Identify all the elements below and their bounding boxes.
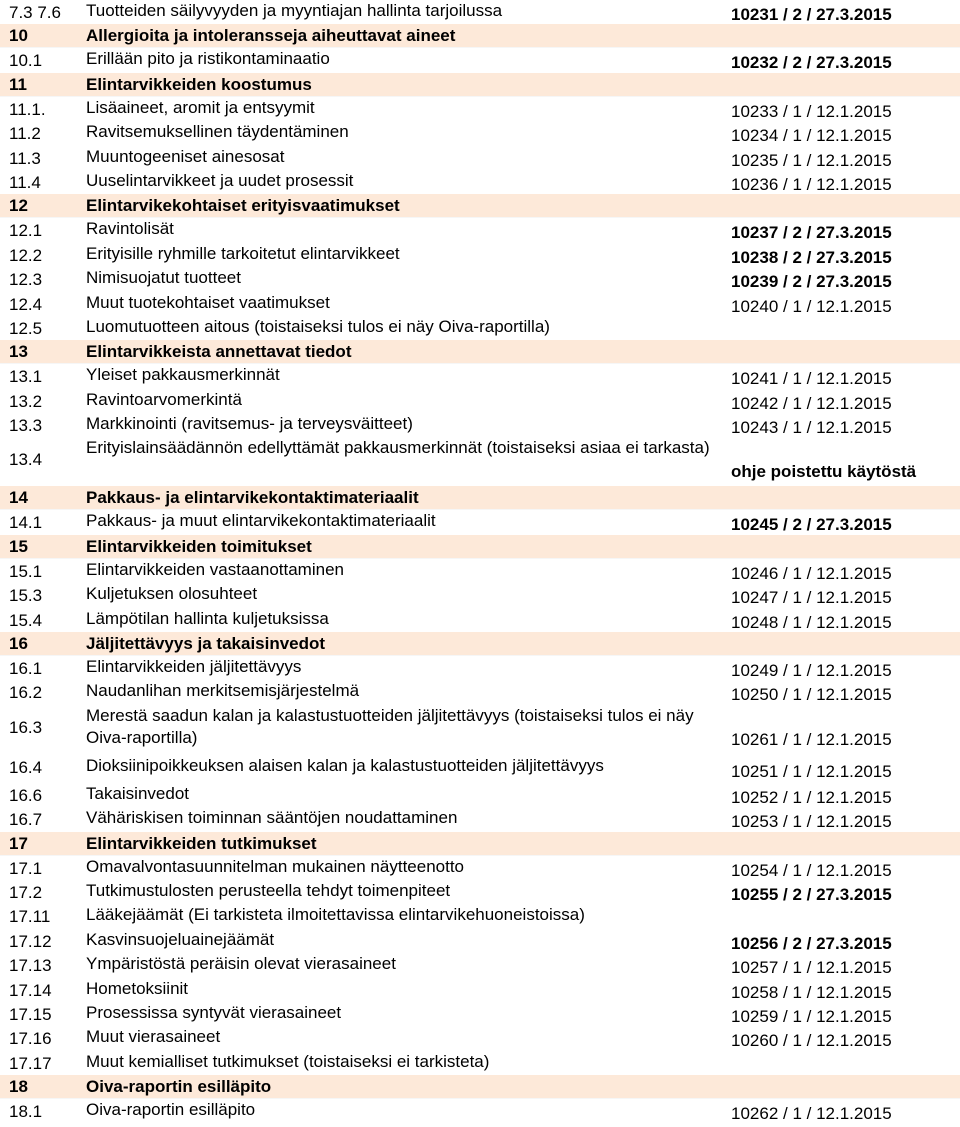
row-reference: 10251 / 1 / 12.1.2015 <box>731 761 892 781</box>
row-number: 13.3 <box>9 416 43 436</box>
row-number: 17.1 <box>9 858 43 878</box>
row-title: Oiva-raportin esilläpito <box>86 1100 256 1120</box>
section-header-row <box>0 1075 960 1099</box>
row-title: Oiva-raportin esilläpito <box>86 1077 272 1097</box>
row-number: 12 <box>9 196 28 216</box>
row-reference: 10258 / 1 / 12.1.2015 <box>731 982 892 1002</box>
row-reference: 10260 / 1 / 12.1.2015 <box>731 1031 892 1051</box>
table-row <box>0 953 960 977</box>
table-row <box>0 1099 960 1123</box>
row-reference: 10233 / 1 / 12.1.2015 <box>731 101 892 121</box>
row-title: Muut vierasaineet <box>86 1027 221 1047</box>
row-title: Vähäriskisen toiminnan sääntöjen noudattaminen <box>86 808 458 828</box>
table-row <box>0 880 960 904</box>
table-row <box>0 559 960 583</box>
section-header-row <box>0 535 960 559</box>
row-number: 17.2 <box>9 882 43 902</box>
table-row <box>0 413 960 437</box>
row-number: 18 <box>9 1077 28 1097</box>
row-number: 17.12 <box>9 931 52 951</box>
row-number: 16.1 <box>9 659 43 679</box>
row-number: 14 <box>9 488 28 508</box>
row-title: Tuotteiden säilyvyyden ja myyntiajan hallinta tarjoilussa <box>86 1 503 20</box>
row-number: 11.1. <box>9 99 46 119</box>
row-title: Kasvinsuojeluainejäämät <box>86 929 275 949</box>
table-row <box>0 583 960 607</box>
row-title: Lääkejäämät (Ei tarkisteta ilmoitettavissa elintarvikehuoneistoissa) <box>86 905 585 925</box>
row-title: Erityisille ryhmille tarkoitetut elintarvikkeet <box>86 243 400 263</box>
row-reference: 10262 / 1 / 12.1.2015 <box>731 1104 892 1124</box>
row-reference: 10255 / 2 / 27.3.2015 <box>731 884 892 904</box>
table-row <box>0 608 960 632</box>
table-row <box>0 97 960 121</box>
row-reference: 10261 / 1 / 12.1.2015 <box>731 729 892 749</box>
row-number: 18.1 <box>9 1102 43 1122</box>
row-number: 11.2 <box>9 124 41 144</box>
row-reference: 10232 / 2 / 27.3.2015 <box>731 53 892 73</box>
table-row <box>0 904 960 928</box>
row-reference: 10238 / 2 / 27.3.2015 <box>731 247 892 267</box>
table-row <box>0 48 960 72</box>
row-title: Ravintolisät <box>86 219 174 239</box>
row-reference: 10246 / 1 / 12.1.2015 <box>731 563 892 583</box>
row-title: Jäljitettävyys ja takaisinvedot <box>86 634 326 654</box>
table-row <box>0 510 960 534</box>
row-title: Elintarvikekohtaiset erityisvaatimukset <box>86 196 400 216</box>
table-row <box>0 978 960 1002</box>
row-number: 10.1 <box>9 51 43 71</box>
section-header-row <box>0 486 960 510</box>
row-reference: 10249 / 1 / 12.1.2015 <box>731 661 892 681</box>
row-reference: 10259 / 1 / 12.1.2015 <box>731 1006 892 1026</box>
table-row <box>0 856 960 880</box>
row-number: 10 <box>9 26 28 46</box>
row-reference: 10248 / 1 / 12.1.2015 <box>731 612 892 632</box>
section-header-row <box>0 73 960 97</box>
row-title: Prosessissa syntyvät vierasaineet <box>86 1002 342 1022</box>
row-title: Dioksiinipoikkeuksen alaisen kalan ja kalastustuotteiden jäljitettävyys <box>86 755 604 775</box>
row-title: Erityislainsäädännön edellyttämät pakkausmerkinnät (toistaiseksi asiaa ei tarkasta) <box>86 438 710 458</box>
table-row <box>0 389 960 413</box>
section-header-row <box>0 832 960 856</box>
row-number: 17 <box>9 833 28 853</box>
row-title: Takaisinvedot <box>86 783 190 803</box>
row-number: 15.4 <box>9 610 43 630</box>
row-number: 12.1 <box>9 221 43 241</box>
row-reference: 10243 / 1 / 12.1.2015 <box>731 418 892 438</box>
row-title: Markkinointi (ravitsemus- ja terveysväitteet) <box>86 414 413 434</box>
row-number: 16.7 <box>9 810 43 830</box>
row-title: Muuntogeeniset ainesosat <box>86 146 285 166</box>
row-title: Elintarvikkeiden koostumus <box>86 74 312 94</box>
row-reference: 10236 / 1 / 12.1.2015 <box>731 174 892 194</box>
table-row <box>0 146 960 170</box>
row-number: 12.5 <box>9 318 43 338</box>
table-row <box>0 121 960 145</box>
row-reference: 10252 / 1 / 12.1.2015 <box>731 787 892 807</box>
row-number: 13.2 <box>9 391 43 411</box>
row-reference: 10254 / 1 / 12.1.2015 <box>731 860 892 880</box>
table-row <box>0 0 960 24</box>
row-reference: 10253 / 1 / 12.1.2015 <box>731 812 892 832</box>
row-number: 14.1 <box>9 513 43 533</box>
row-title: Ravitsemuksellinen täydentäminen <box>86 122 349 142</box>
row-number: 15 <box>9 536 28 556</box>
row-number: 15.3 <box>9 586 43 606</box>
table-row <box>0 754 960 783</box>
row-title: Elintarvikkeiden tutkimukset <box>86 833 317 853</box>
row-number: 16 <box>9 634 28 654</box>
row-number: 16.3 <box>9 717 43 737</box>
row-number: 12.2 <box>9 245 43 265</box>
row-title: Hometoksiinit <box>86 978 189 998</box>
table-row <box>0 364 960 388</box>
row-title: Lisäaineet, aromit ja entsyymit <box>86 97 315 117</box>
row-title: Nimisuojatut tuotteet <box>86 268 241 288</box>
row-title: Kuljetuksen olosuhteet <box>86 584 258 604</box>
row-title: Yleiset pakkausmerkinnät <box>86 365 280 385</box>
row-reference: 10231 / 2 / 27.3.2015 <box>731 5 892 24</box>
row-number: 11.4 <box>9 172 41 192</box>
row-title: Elintarvikkeiden toimitukset <box>86 536 312 556</box>
row-title: Merestä saadun kalan ja kalastustuotteiden jäljitettävyys (toistaiseksi tulos ei näy Oiva-raportilla) <box>86 705 694 747</box>
row-title: Muut kemialliset tutkimukset (toistaiseksi ei tarkisteta) <box>86 1051 490 1071</box>
row-reference: 10237 / 2 / 27.3.2015 <box>731 223 892 243</box>
row-reference: 10234 / 1 / 12.1.2015 <box>731 126 892 146</box>
row-title: Elintarvikkeiden vastaanottaminen <box>86 559 344 579</box>
table-row <box>0 1002 960 1026</box>
row-number: 12.3 <box>9 270 43 290</box>
table-row <box>0 316 960 340</box>
section-header-row <box>0 632 960 656</box>
row-title: Luomutuotteen aitous (toistaiseksi tulos ei näy Oiva-raportilla) <box>86 316 550 336</box>
row-number: 17.11 <box>9 907 51 927</box>
table-row <box>0 929 960 953</box>
row-number: 16.2 <box>9 683 43 703</box>
row-reference: 10247 / 1 / 12.1.2015 <box>731 588 892 608</box>
table-row <box>0 705 960 754</box>
row-title: Erillään pito ja ristikontaminaatio <box>86 49 330 69</box>
table-row <box>0 437 960 486</box>
row-number: 16.4 <box>9 757 43 777</box>
row-title: Omavalvontasuunnitelman mukainen näytteenotto <box>86 856 465 876</box>
row-reference: 10240 / 1 / 12.1.2015 <box>731 296 892 316</box>
row-reference: 10239 / 2 / 27.3.2015 <box>731 272 892 292</box>
row-reference: 10257 / 1 / 12.1.2015 <box>731 958 892 978</box>
row-reference: 10250 / 1 / 12.1.2015 <box>731 685 892 705</box>
row-title: Elintarvikkeista annettavat tiedot <box>86 342 352 362</box>
row-title: Elintarvikkeiden jäljitettävyys <box>86 657 302 677</box>
table-row <box>0 783 960 807</box>
row-number: 13 <box>9 342 28 362</box>
row-number: 17.14 <box>9 980 52 1000</box>
row-number: 17.17 <box>9 1053 52 1073</box>
table-row <box>0 807 960 831</box>
row-number: 13.4 <box>9 450 43 470</box>
row-number: 17.16 <box>9 1029 52 1049</box>
row-number: 15.1 <box>9 561 43 581</box>
row-reference: 10256 / 2 / 27.3.2015 <box>731 933 892 953</box>
row-title: Lämpötilan hallinta kuljetuksissa <box>86 608 329 628</box>
row-title: Naudanlihan merkitsemisjärjestelmä <box>86 681 360 701</box>
table-row <box>0 170 960 194</box>
table-row <box>0 656 960 680</box>
table-row <box>0 680 960 704</box>
row-title: Muut tuotekohtaiset vaatimukset <box>86 292 330 312</box>
table-row <box>0 1051 960 1075</box>
row-number: 11 <box>9 74 27 94</box>
table-row <box>0 292 960 316</box>
row-title: Pakkaus- ja elintarvikekontaktimateriaalit <box>86 488 419 508</box>
row-title: Pakkaus- ja muut elintarvikekontaktimateriaalit <box>86 511 436 531</box>
row-reference: 10241 / 1 / 12.1.2015 <box>731 369 892 389</box>
section-header-row <box>0 340 960 364</box>
section-header-row <box>0 24 960 48</box>
row-title: Tutkimustulosten perusteella tehdyt toimenpiteet <box>86 880 451 900</box>
row-number: 12.4 <box>9 294 43 314</box>
row-title: Ravintoarvomerkintä <box>86 389 242 409</box>
row-number: 17.13 <box>9 956 52 976</box>
section-header-row <box>0 194 960 218</box>
row-number: 16.6 <box>9 785 43 805</box>
row-title: Uuselintarvikkeet ja uudet prosessit <box>86 170 354 190</box>
row-reference: 10235 / 1 / 12.1.2015 <box>731 150 892 170</box>
row-number: 13.1 <box>9 367 43 387</box>
table-row <box>0 218 960 242</box>
row-title: Ympäristöstä peräisin olevat vierasaineet <box>86 954 396 974</box>
row-number: 17.15 <box>9 1004 52 1024</box>
row-reference: ohje poistettu käytöstä <box>731 462 917 482</box>
row-number: 7.3 7.6 <box>9 3 61 22</box>
table-row <box>0 243 960 267</box>
row-title: Allergioita ja intoleransseja aiheuttavat aineet <box>86 26 456 46</box>
row-reference: 10242 / 1 / 12.1.2015 <box>731 393 892 413</box>
table-row <box>0 267 960 291</box>
row-number: 11.3 <box>9 148 41 168</box>
table-row <box>0 1026 960 1050</box>
row-reference: 10245 / 2 / 27.3.2015 <box>731 515 892 535</box>
